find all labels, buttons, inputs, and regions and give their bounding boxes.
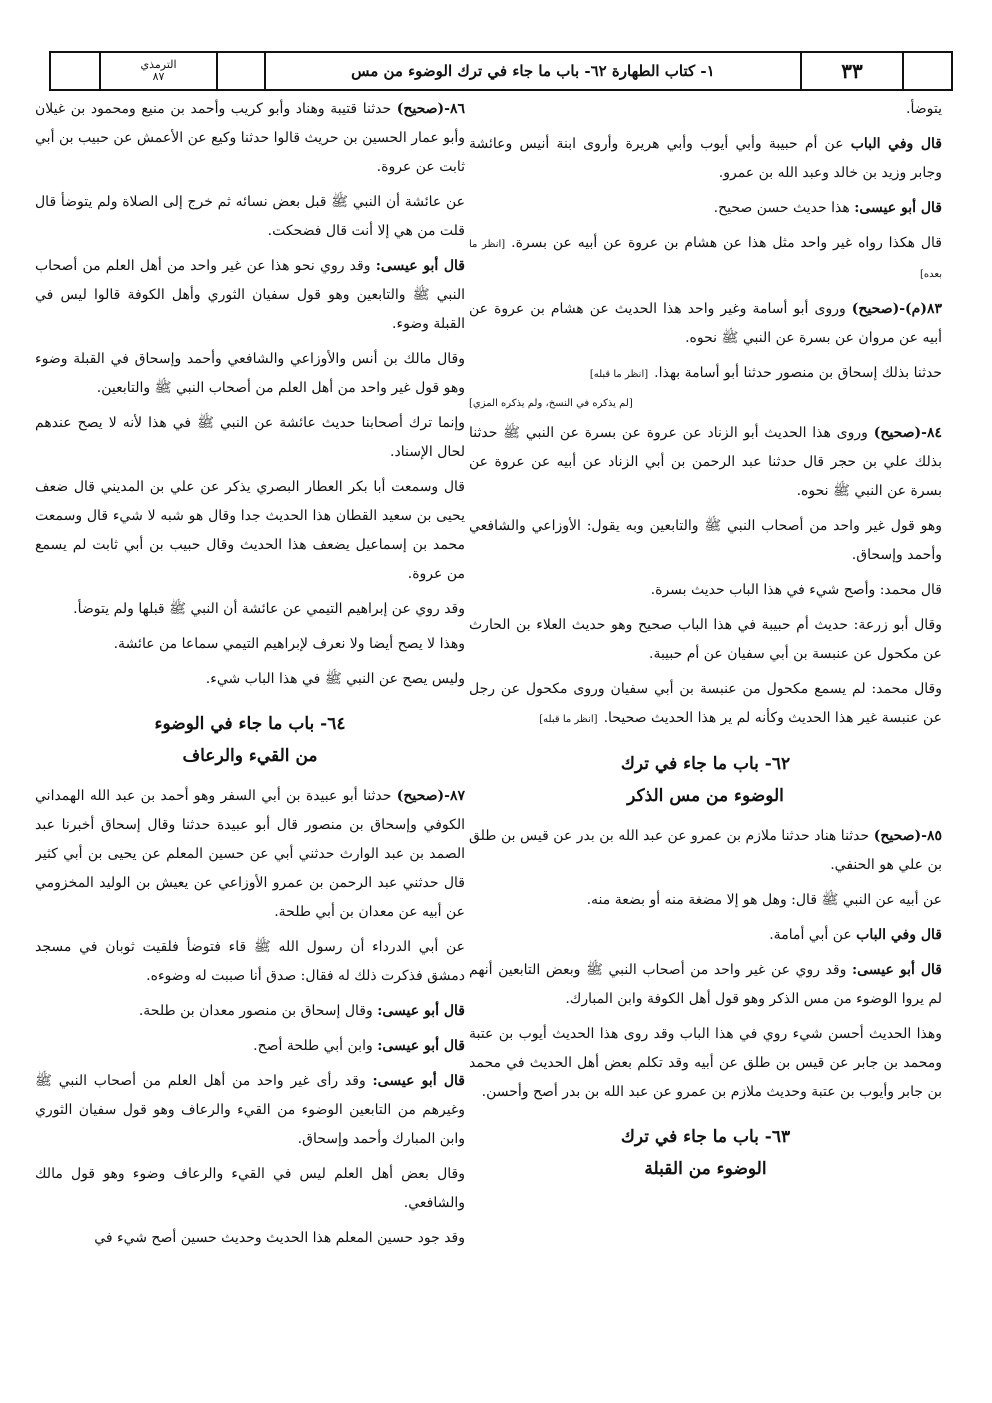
paragraph (35, 997, 465, 1026)
paragraph (35, 630, 465, 659)
paragraph-text: حدثنا هناد حدثنا ملازم بن عمرو عن عبد الله بن بدر عن قيس بن طلق بن علي هو الحنفي. (469, 828, 942, 873)
paragraph-text: وقال مالك بن أنس والأوزاعي والشافعي وأحمد وإسحاق في القبلة وضوء وهو قول غير واحد من أهل العلم من أصحاب النبي ﷺ والتابعين. (35, 351, 465, 396)
paragraph (469, 512, 942, 570)
paragraph-text: قال محمد: وأصح شيء في هذا الباب حديث بسرة. (650, 582, 942, 598)
paragraph-text: عن أبيه عن النبي ﷺ قال: وهل هو إلا مضغة منه أو بضعة منه. (586, 892, 942, 908)
hadith-number: ٨٦-(صحيح) (396, 101, 465, 117)
paragraph-lead: قال أبو عيسى: (377, 1038, 465, 1054)
hadith-number: ٨٥-(صحيح) (873, 828, 942, 844)
paragraph-text: وقال بعض أهل العلم ليس في القيء والرعاف وضوء وهو قول مالك والشافعي. (35, 1166, 465, 1211)
paragraph (469, 921, 942, 950)
source-reference (101, 53, 218, 89)
paragraph-text: يتوضأ. (906, 101, 942, 117)
header-cell-empty (218, 53, 266, 89)
paragraph-text: وابن أبي طلحة أصح. (253, 1038, 373, 1054)
paragraph (35, 252, 465, 339)
cross-reference: [انظر ما قبله] (539, 714, 598, 725)
chapter-heading-line: الوضوء من القبلة (644, 1159, 767, 1179)
paragraph-text: وهذا لا يصح أيضا ولا نعرف لإبراهيم التيمي سماعا من عائشة. (113, 636, 465, 652)
paragraph (35, 1224, 465, 1253)
paragraph-text: وهذا الحديث أحسن شيء روي في هذا الباب وقد روى هذا الحديث أيوب بن عتبة ومحمد بن جابر عن قيس بن طلق عن أبيه وقد تكلم بعض أهل الحديث في محمد بن جابر وأيوب بن عتبة وحديث ملازم بن عمرو عن عبد الله بن بدر أصح وأحسن. (469, 1026, 942, 1100)
chapter-heading-line: من القيء والرعاف (182, 746, 318, 766)
paragraph-text: وقد روي عن إبراهيم التيمي عن عائشة أن النبي ﷺ قبلها ولم يتوضأ. (73, 601, 465, 617)
paragraph-text: وهو قول غير واحد من أصحاب النبي ﷺ والتابعين وبه يقول: الأوزاعي والشافعي وأحمد وإسحاق. (469, 518, 942, 563)
chapter-heading (469, 748, 942, 812)
hadith-number: ٨٤-(صحيح) (873, 425, 942, 441)
cross-reference: [انظر ما قبله] (589, 369, 649, 380)
paragraph (35, 933, 465, 991)
left-column (35, 95, 465, 1385)
hadith-number: ٨٧-(صحيح) (396, 788, 465, 804)
source-page: ٨٧ (152, 70, 165, 83)
paragraph (469, 194, 942, 223)
paragraph (35, 188, 465, 246)
paragraph (35, 409, 465, 467)
paragraph-text: عن أم حبيبة وأبي أيوب وأبي هريرة وأروى ابنة أنيس وعائشة وجابر وزيد بن خالد وعبد الله بن عمرو. (469, 136, 942, 181)
paragraph (35, 473, 465, 589)
chapter-heading-line: الوضوء من مس الذكر (627, 786, 784, 806)
paragraph-text: وروى هذا الحديث أبو الزناد عن عروة عن بسرة عن النبي ﷺ حدثنا بذلك علي بن حجر قال حدثنا عبد الرحمن بن أبي الزناد عن أبيه عن عروة عن بسرة عن النبي ﷺ نحوه. (469, 425, 942, 499)
paragraph-text: حدثنا أبو عبيدة بن أبي السفر وهو أحمد بن عبد الله الهمداني الكوفي وإسحاق بن منصور قال أبو عبيدة حدثنا وقال إسحاق أخبرنا عبد الصمد بن عبد الوارث حدثني أبي عن حسين المعلم عن يحيى بن أبي كثير قال حدثني عبد الرحمن بن عمرو الأوزاعي عن يعيش بن الوليد المخزومي عن أبيه عن معدان بن أبي طلحة. (35, 788, 465, 920)
paragraph-text: وقد روي نحو هذا عن غير واحد من أهل العلم من أصحاب النبي ﷺ والتابعين وهو قول سفيان الثوري وأهل الكوفة قالوا ليس في القبلة وضوء. (35, 258, 465, 332)
paragraph (35, 345, 465, 403)
paragraph-text: وإنما ترك أصحابنا حديث عائشة عن النبي ﷺ في هذا لأنه لا يصح عندهم لحال الإسناد. (35, 415, 465, 460)
paragraph-text: وقد جود حسين المعلم هذا الحديث وحديث حسين أصح شيء في (94, 1230, 465, 1246)
paragraph-lead: قال وفي الباب (850, 136, 942, 152)
header-cell-empty (904, 53, 951, 89)
paragraph (469, 886, 942, 915)
paragraph-lead: قال أبو عيسى: (377, 1003, 465, 1019)
right-column (469, 95, 942, 1385)
paragraph-lead: قال أبو عيسى: (372, 1073, 465, 1089)
paragraph-text: حدثنا قتيبة وهناد وأبو كريب وأحمد بن منيع ومحمود بن غيلان وأبو عمار الحسين بن حريث قالوا حدثنا وكيع عن الأعمش عن حبيب بن أبي ثابت عن عروة. (35, 101, 465, 175)
paragraph (469, 95, 942, 124)
paragraph-lead: قال أبو عيسى: (854, 200, 942, 216)
paragraph (469, 1020, 942, 1107)
header-cell-empty (51, 53, 101, 89)
paragraph (469, 611, 942, 669)
paragraph-text: حدثنا بذلك إسحاق بن منصور حدثنا أبو أسامة بهذا. (654, 365, 942, 381)
paragraph-text: وقال إسحاق بن منصور معدان بن طلحة. (138, 1003, 373, 1019)
paragraph-lead: قال أبو عيسى: (851, 962, 942, 978)
page-header (49, 51, 953, 91)
hadith-paragraph (35, 782, 465, 927)
cross-reference: [انظر ما بعده] (469, 239, 942, 280)
editor-note: [لم يذكره في النسخ، ولم يذكره المزي] (469, 398, 633, 409)
paragraph-text: قال هكذا رواه غير واحد مثل هذا عن هشام بن عروة عن أبيه عن بسرة. (511, 235, 942, 251)
hadith-paragraph (469, 419, 942, 506)
paragraph-text: وقد روي عن غير واحد من أصحاب النبي ﷺ وبعض التابعين أنهم لم يروا الوضوء من مس الذكر وهو قول أهل الكوفة وابن المبارك. (469, 962, 942, 1007)
paragraph (35, 1032, 465, 1061)
chapter-heading-line: ٦٤- باب ما جاء في الوضوء (154, 714, 346, 734)
chapter-heading (469, 1121, 942, 1185)
paragraph-lead: قال وفي الباب (856, 927, 942, 943)
paragraph (35, 665, 465, 694)
paragraph-text: وقال محمد: لم يسمع مكحول من عنبسة بن أبي سفيان وروى مكحول عن رجل عن عنبسة غير هذا الحديث وكأنه لم ير هذا الحديث صحيحا. (469, 681, 942, 726)
paragraph (469, 359, 942, 389)
paragraph (35, 595, 465, 624)
paragraph-text: هذا حديث حسن صحيح. (713, 200, 850, 216)
paragraph-text: وليس يصح عن النبي ﷺ في هذا الباب شيء. (205, 671, 465, 687)
paragraph-text: عن أبي أمامة. (769, 927, 852, 943)
paragraph (35, 1160, 465, 1218)
hadith-paragraph (35, 95, 465, 182)
paragraph-text: وقد رأى غير واحد من أهل العلم من أصحاب النبي ﷺ وغيرهم من التابعين الوضوء من القيء والرعاف وهو قول سفيان الثوري وابن المبارك وأحمد وإسحاق. (35, 1073, 465, 1147)
page-number: ٣٣ (802, 53, 905, 89)
paragraph (469, 675, 942, 734)
chapter-heading-line: ٦٢- باب ما جاء في ترك (620, 754, 791, 774)
paragraph-text: قال وسمعت أبا بكر العطار البصري يذكر عن علي بن المديني قال ضعف يحيى بن سعيد القطان هذا الحديث جدا وقال هو شبه لا شيء قال وسمعت محمد بن إسماعيل يضعف هذا الحديث وقال حبيب بن أبي ثابت لم يسمع من عروة. (35, 479, 465, 582)
chapter-heading (35, 708, 465, 772)
paragraph (469, 956, 942, 1014)
hadith-number: ٨٣(م)-(صحيح) (851, 301, 942, 317)
paragraph (469, 229, 942, 289)
paragraph (35, 1067, 465, 1154)
paragraph-text: عن أبي الدرداء أن رسول الله ﷺ قاء فتوضأ فلقيت ثوبان في مسجد دمشق فذكرت ذلك له فقال: صدق أنا صببت له وضوءه. (35, 939, 465, 984)
running-title: ١- كتاب الطهارة ٦٢- باب ما جاء في ترك الوضوء من مس (266, 53, 802, 89)
paragraph-lead: قال أبو عيسى: (375, 258, 465, 274)
paragraph (469, 130, 942, 188)
hadith-paragraph (469, 822, 942, 880)
source-name: الترمذي (140, 58, 177, 71)
paragraph-text: وروى أبو أسامة وغير واحد هذا الحديث عن هشام بن عروة عن أبيه عن مروان عن بسرة عن النبي ﷺ نحوه. (469, 301, 942, 346)
chapter-heading-line: ٦٣- باب ما جاء في ترك (620, 1127, 791, 1147)
paragraph-text: عن عائشة أن النبي ﷺ قبل بعض نسائه ثم خرج إلى الصلاة ولم يتوضأ قال قلت من هي إلا أنت قال فضحكت. (35, 194, 465, 239)
paragraph (469, 576, 942, 605)
paragraph-text: وقال أبو زرعة: حديث أم حبيبة في هذا الباب صحيح وهو حديث العلاء بن الحارث عن مكحول عن عنبسة بن أبي سفيان عن أم حبيبة. (469, 617, 942, 662)
hadith-paragraph (469, 295, 942, 353)
